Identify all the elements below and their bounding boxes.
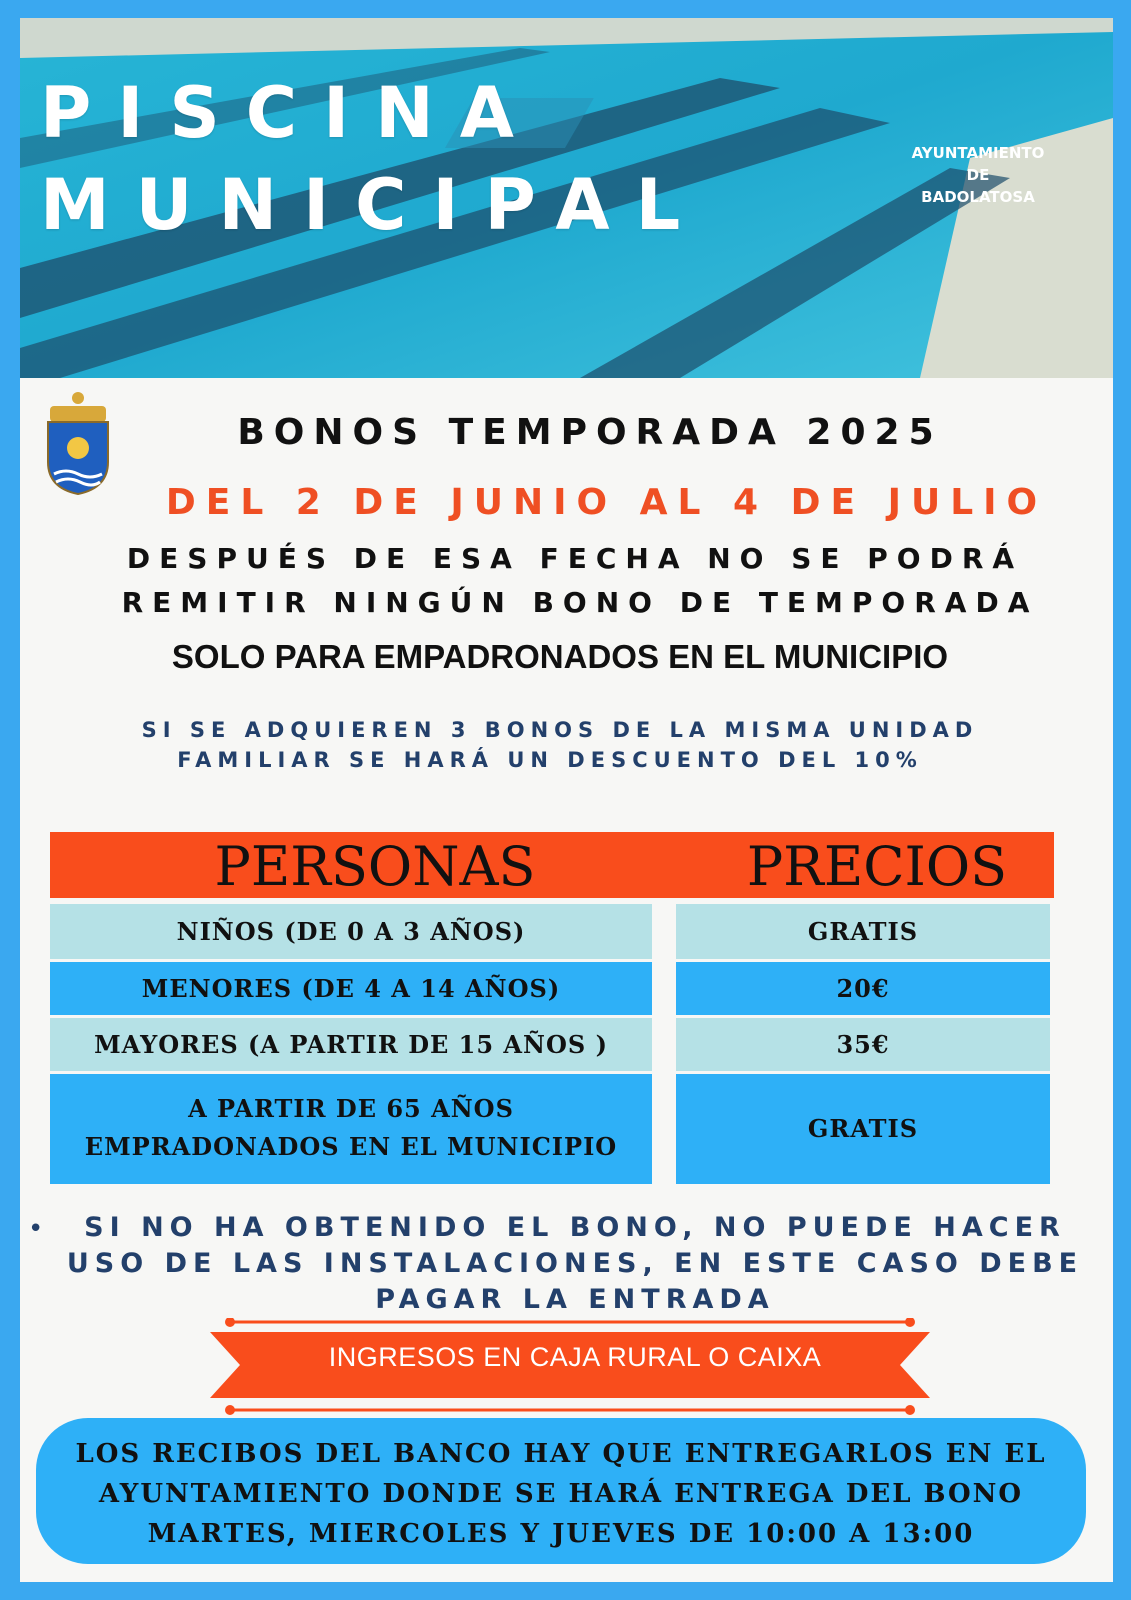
- table-row-persona: MENORES (DE 4 A 14 AÑOS): [50, 962, 652, 1015]
- receipt-line-2: AYUNTAMIENTO DONDE SE HARÁ ENTREGA DEL BONO: [98, 1479, 1024, 1509]
- receipt-info-box: [36, 1418, 1086, 1564]
- table-row-persona: NIÑOS (DE 0 A 3 AÑOS): [50, 904, 652, 959]
- title-line-2: MUNICIPAL: [40, 164, 707, 246]
- table-row-precio: 20€: [676, 962, 1050, 1015]
- receipt-info-text: [36, 1434, 1086, 1554]
- residents-only-notice: SOLO PARA EMPADRONADOS EN EL MUNICIPIO: [171, 638, 949, 675]
- receipt-line-1: LOS RECIBOS DEL BANCO HAY QUE ENTREGARLOS EN EL: [75, 1439, 1047, 1469]
- entry-notice-line-3: PAGAR LA ENTRADA: [375, 1284, 775, 1315]
- date-range: DEL 2 DE JUNIO AL 4 DE JULIO: [165, 482, 1048, 523]
- table-row-precio: GRATIS: [676, 1074, 1050, 1184]
- persona-line-2: EMPRADONADOS EN EL MUNICIPIO: [84, 1132, 618, 1161]
- entry-notice: [60, 1210, 1090, 1318]
- table-row-precio: 35€: [676, 1018, 1050, 1071]
- entry-notice-line-1: SI NO HA OBTENIDO EL BONO, NO PUEDE HACER: [84, 1212, 1066, 1243]
- payment-info: INGRESOS EN CAJA RURAL O CAIXA: [328, 1342, 822, 1372]
- pool-header-image: [20, 18, 1113, 378]
- org-line-2: DE: [966, 166, 990, 184]
- deadline-notice-line-1: DESPUÉS DE ESA FECHA NO SE PODRÁ: [126, 542, 1024, 575]
- org-line-1: AYUNTAMIENTO: [911, 144, 1045, 162]
- discount-notice-line-2: FAMILIAR SE HARÁ UN DESCUENTO DEL 10%: [177, 748, 923, 772]
- persona-line-1: A PARTIR DE 65 AÑOS: [188, 1094, 514, 1123]
- price-table-header: [50, 832, 1054, 898]
- column-header-personas: PERSONAS: [214, 835, 536, 898]
- receipt-line-3: MARTES, MIERCOLES Y JUEVES DE 10:00 A 13:00: [147, 1519, 975, 1549]
- poster: [20, 18, 1113, 1582]
- table-row-precio: GRATIS: [676, 904, 1050, 959]
- table-row-persona: [50, 1074, 652, 1184]
- deadline-notice-line-2: REMITIR NINGÚN BONO DE TEMPORADA: [121, 586, 1039, 619]
- column-header-precios: PRECIOS: [746, 835, 1008, 898]
- title-line-1: PISCINA: [40, 72, 540, 154]
- bullet-point: •: [28, 1214, 44, 1244]
- discount-notice-line-1: SI SE ADQUIEREN 3 BONOS DE LA MISMA UNIDAD: [141, 718, 979, 742]
- table-row-persona: MAYORES (A PARTIR DE 15 AÑOS ): [50, 1018, 652, 1071]
- organization-name: [888, 142, 1068, 208]
- season-title: BONOS TEMPORADA 2025: [237, 412, 943, 453]
- entry-notice-line-2: USO DE LAS INSTALACIONES, EN ESTE CASO DEBE: [66, 1248, 1084, 1279]
- org-line-3: BADOLATOSA: [921, 188, 1035, 206]
